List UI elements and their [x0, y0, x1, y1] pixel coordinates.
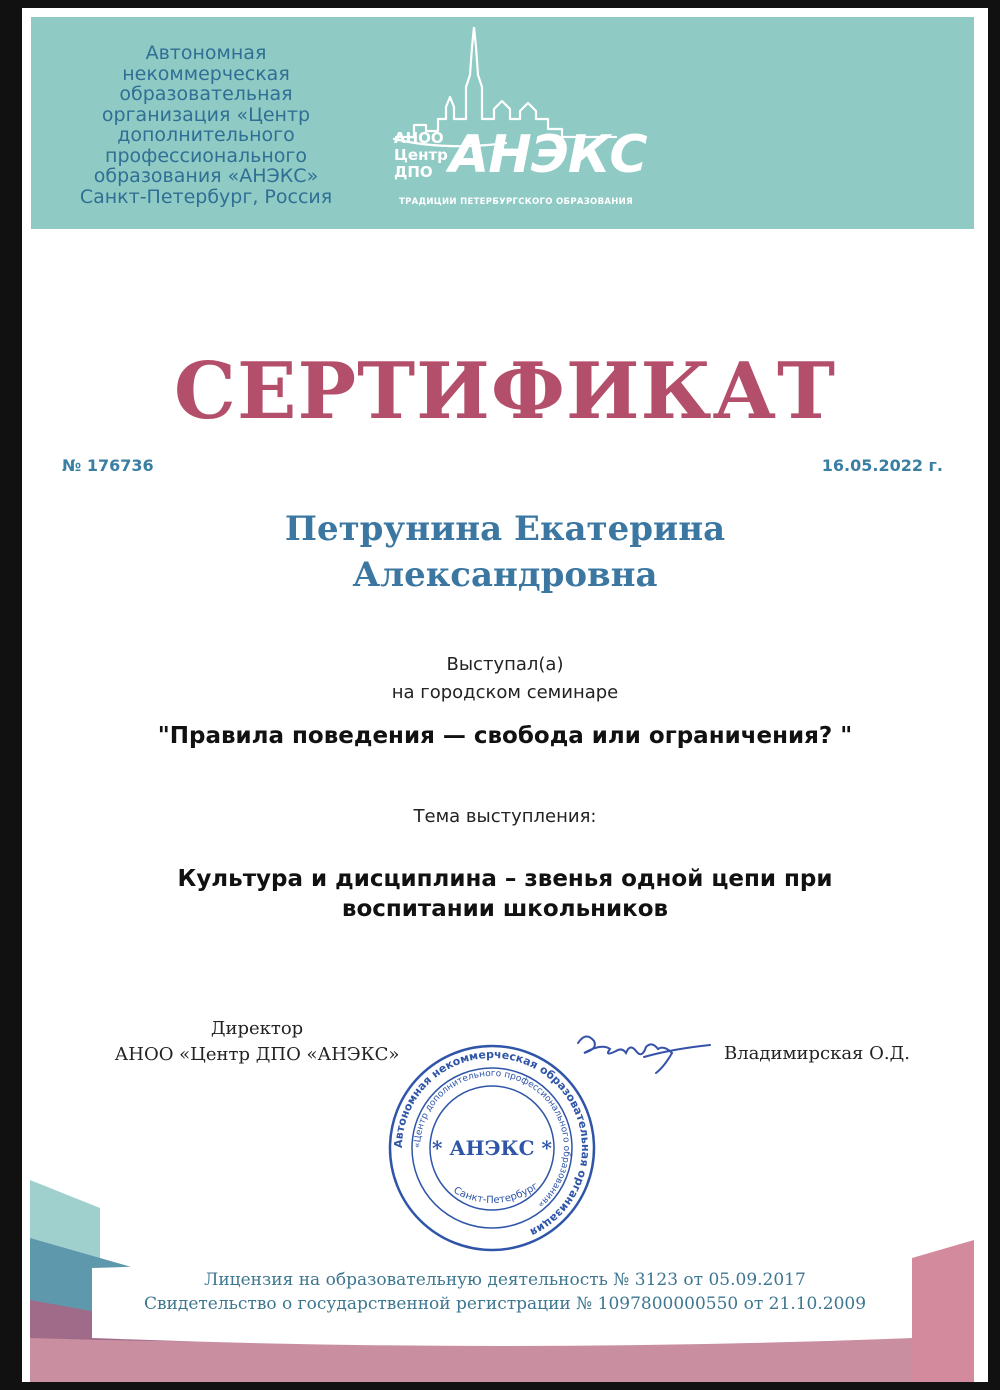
logo-tagline: ТРАДИЦИИ ПЕТЕРБУРГСКОГО ОБРАЗОВАНИЯ: [399, 197, 633, 207]
signer-name: Владимирская О.Д.: [724, 1043, 910, 1064]
certificate-number: № 176736: [62, 456, 154, 475]
logo-brand: АНЭКС: [449, 125, 647, 185]
certificate-date: 16.05.2022 г.: [821, 456, 943, 475]
registration-line: Свидетельство о государственной регистрации № 1097800000550 от 21.10.2009: [143, 1294, 867, 1314]
stamp-outer-text: Автономная некоммерческая образовательная организация: [391, 1047, 593, 1239]
organization-name: Автономная некоммерческая образовательная организация «Центр дополнительного профессионального образования «АНЭКС» Санкт-Петербург, Россия: [79, 42, 333, 208]
logo-small-text: АНОО Центр ДПО: [394, 129, 448, 181]
topic-label: Тема выступления:: [413, 806, 597, 827]
certificate-title: СЕРТИФИКАТ: [173, 346, 837, 437]
topic-title: Культура и дисциплина – звенья одной цепи при воспитании школьников: [177, 866, 833, 922]
stamp-center-text: * АНЭКС *: [431, 1136, 553, 1160]
seminar-title: "Правила поведения — свобода или ограничения? ": [157, 723, 853, 749]
director-block: Директор АНОО «Центр ДПО «АНЭКС»: [114, 1018, 400, 1065]
performed-label: Выступал(а): [446, 654, 564, 675]
license-line: Лицензия на образовательную деятельность № 3123 от 05.09.2017: [204, 1270, 806, 1290]
seminar-type-label: на городском семинаре: [391, 682, 619, 703]
certificate-page: [22, 8, 988, 1382]
stamp-city-text: Санкт-Петербург: [451, 1180, 541, 1207]
svg-text:Санкт-Петербург: [452, 1181, 541, 1206]
organization-stamp: [387, 1043, 597, 1253]
stamp-inner-text: «Центр дополнительного профессионального образования»: [412, 1068, 572, 1210]
recipient-name: Петрунина Екатерина Александровна: [284, 509, 726, 595]
